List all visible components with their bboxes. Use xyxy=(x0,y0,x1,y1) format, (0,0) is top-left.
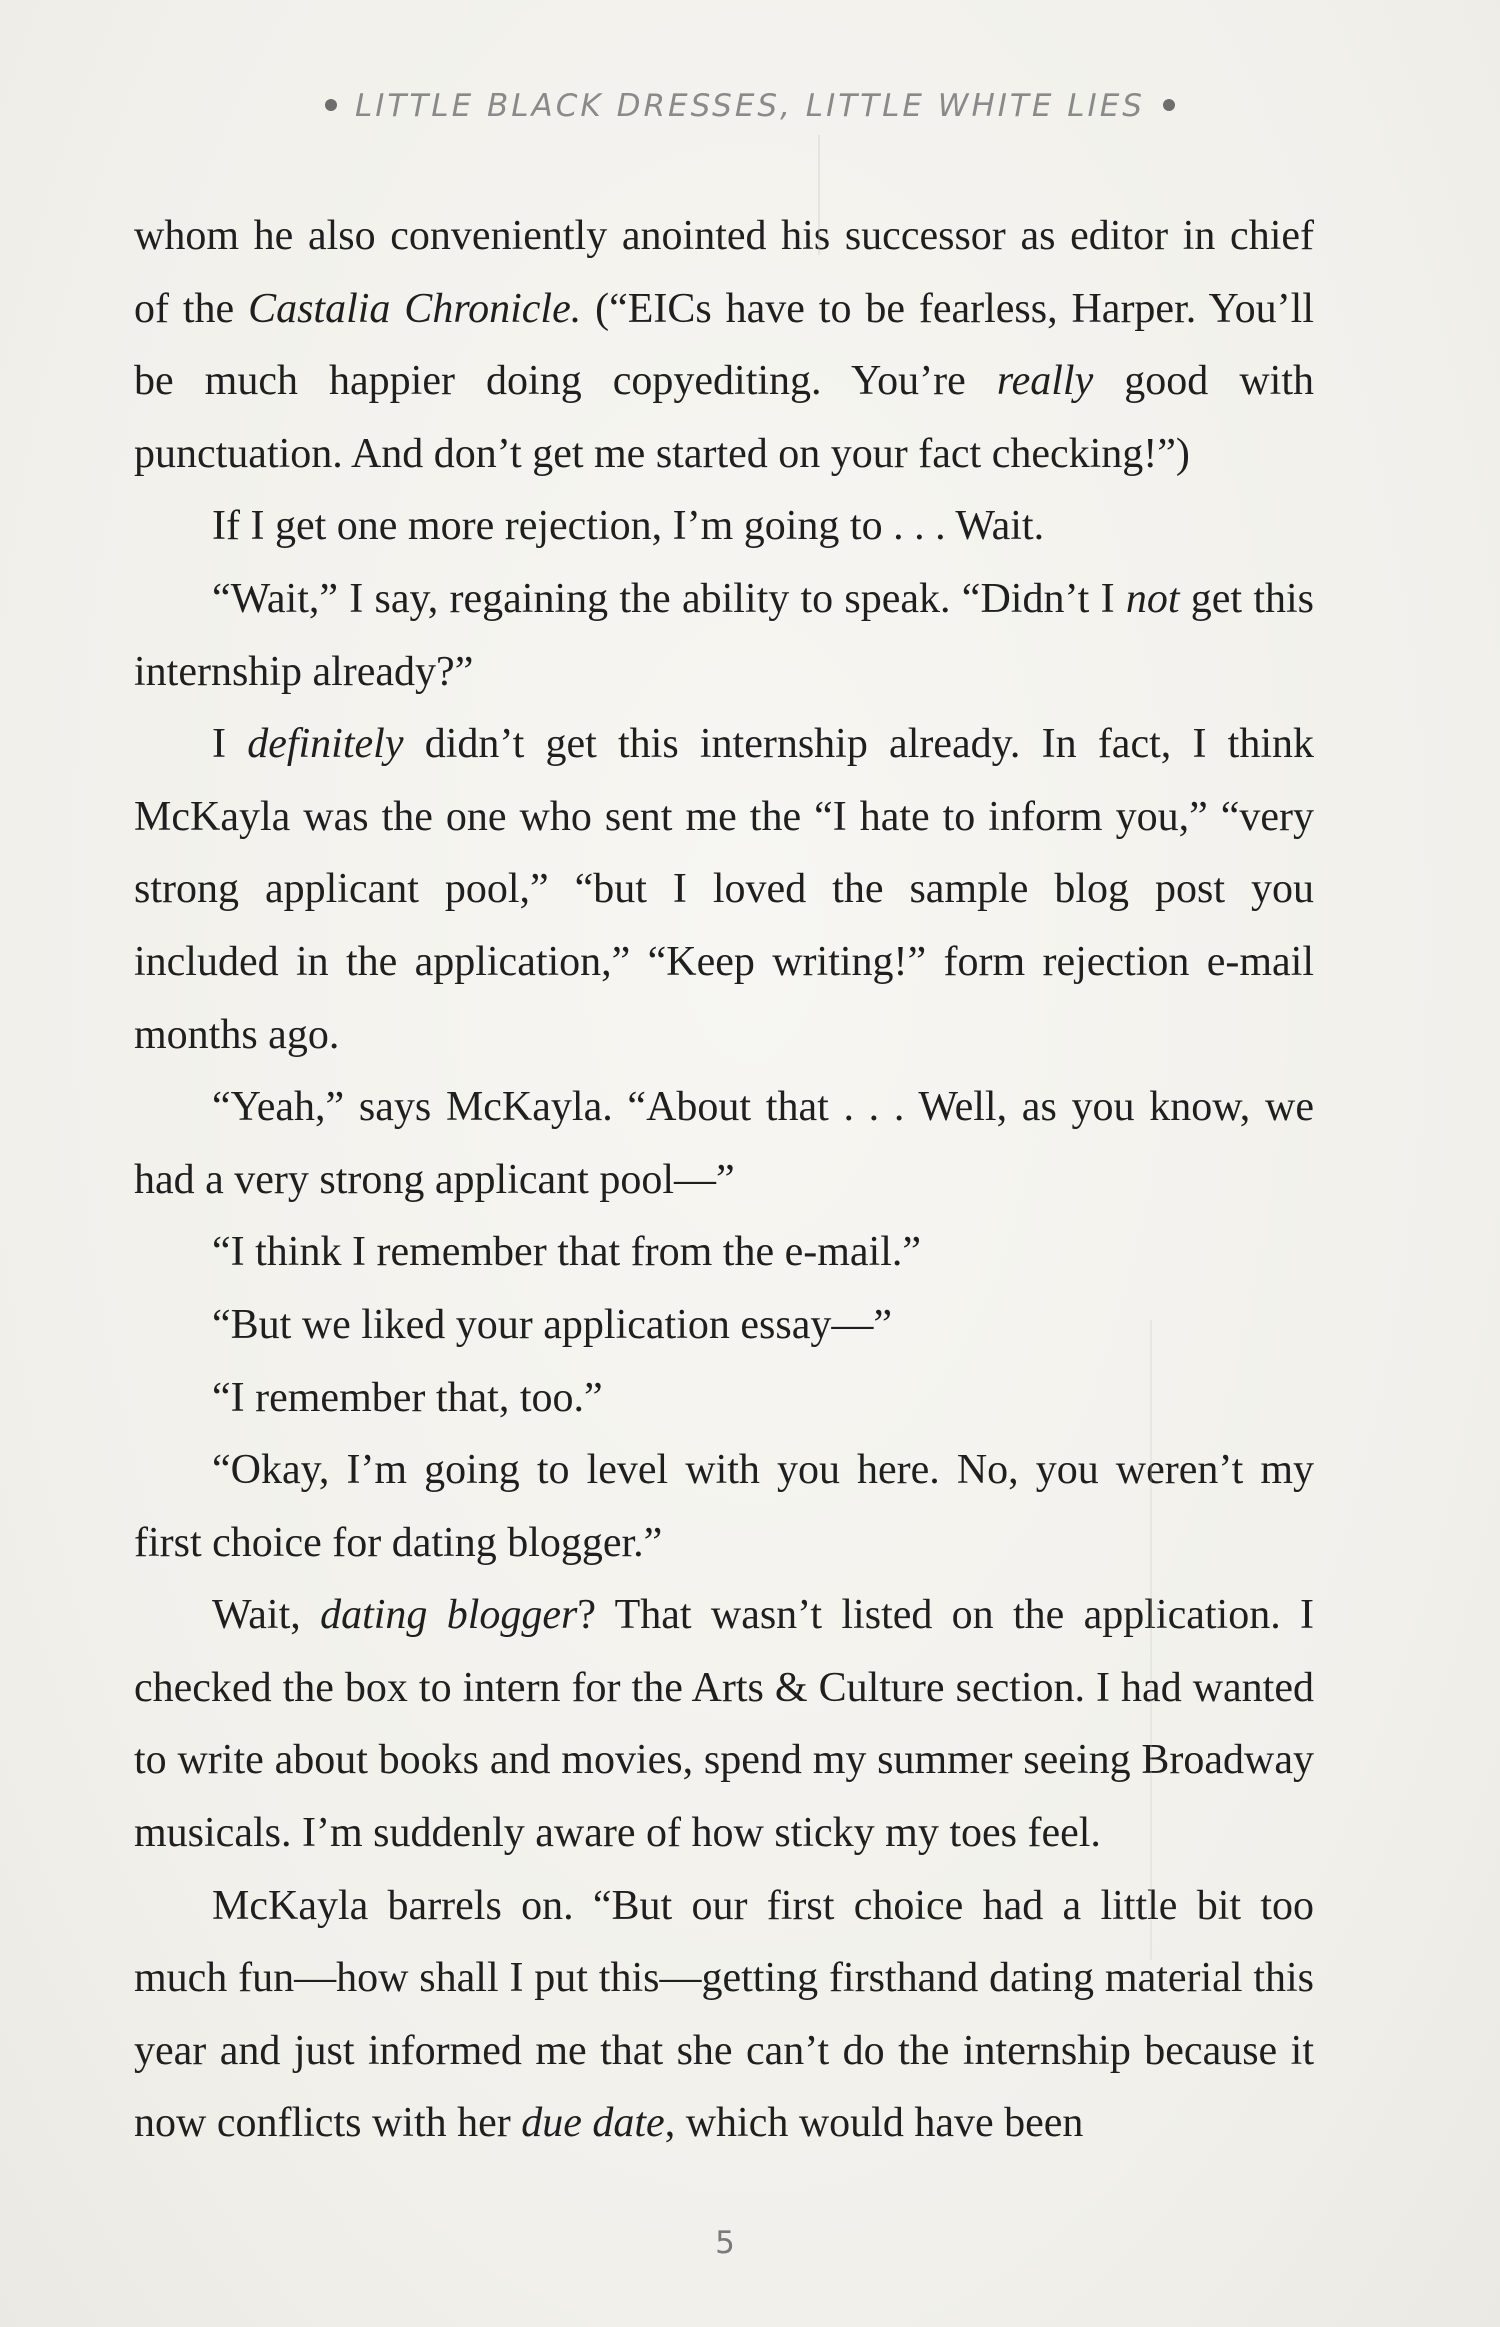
text-run: “Wait,” I say, regaining the ability to speak. “Didn’t I xyxy=(212,575,1126,622)
italic-text-run: Castalia Chronicle. xyxy=(248,285,582,332)
text-run: “Yeah,” says McKayla. “About that . . . Well, as you know, we had a very strong applicant pool—” xyxy=(134,1084,1314,1203)
scan-artifact xyxy=(818,135,820,255)
italic-text-run: dating blogger xyxy=(320,1592,578,1639)
paragraph xyxy=(134,1579,1314,1869)
italic-text-run: not xyxy=(1125,575,1180,622)
bullet-icon xyxy=(325,99,337,111)
body-text xyxy=(134,200,1314,2160)
bullet-icon xyxy=(1163,99,1175,111)
text-run: I xyxy=(212,721,248,768)
text-run: whom he also conveniently anointed his successor as editor in chief of the xyxy=(134,213,1314,332)
paragraph xyxy=(134,563,1314,708)
italic-text-run: definitely xyxy=(247,721,404,768)
text-run: “I think I remember that from the e-mail.” xyxy=(212,1229,922,1276)
text-run: “I remember that, too.” xyxy=(212,1374,603,1421)
text-run: “But we liked your application essay—” xyxy=(212,1301,892,1348)
running-head xyxy=(0,88,1500,124)
running-head-title: LITTLE BLACK DRESSES, LITTLE WHITE LIES xyxy=(355,88,1145,124)
text-run: “Okay, I’m going to level with you here. No, you weren’t my first choice for dating blogger.” xyxy=(134,1447,1314,1566)
text-run: ? That wasn’t listed on the application. I checked the box to intern for the Arts & Culture section. I had wanted to write about books and movies, spend my summer seeing Broadway musicals. I’m suddenly aware of how sticky my toes feel. xyxy=(134,1592,1315,1857)
paragraph xyxy=(134,1870,1314,2160)
paragraph xyxy=(134,1434,1314,1579)
text-run: didn’t get this internship already. In fact, I think McKayla was the one who sent me the “I hate to inform you,” “very strong applicant pool,” “but I loved the sample blog post you included in the application,” “Keep writing!” form rejection e-mail months ago. xyxy=(134,721,1314,1058)
text-run: McKayla barrels on. “But our first choice had a little bit too much fun—how shall I put this—getting firsthand dating material this year and just informed me that she can’t do the internship because it now conflicts with her xyxy=(134,1882,1314,2147)
text-run: Wait, xyxy=(212,1592,321,1639)
paragraph xyxy=(134,490,1314,563)
paragraph xyxy=(134,1216,1314,1289)
paragraph xyxy=(134,1071,1314,1216)
page-number: 5 xyxy=(715,2225,735,2261)
paragraph xyxy=(134,708,1314,1071)
italic-text-run: due date xyxy=(521,2100,665,2147)
paragraph xyxy=(134,1362,1314,1435)
paragraph xyxy=(134,200,1314,490)
scan-artifact xyxy=(1150,1320,1152,1960)
paragraph xyxy=(134,1289,1314,1362)
text-run: (“EICs have to be fearless, Harper. You’ll be much happier doing copyediting. You’re xyxy=(134,285,1315,405)
text-run: , which would have been xyxy=(664,2100,1084,2147)
text-run: If I get one more rejection, I’m going to . . . Wait. xyxy=(212,503,1045,550)
text-run: get this internship already?” xyxy=(134,575,1315,695)
text-run: good with punctuation. And don’t get me started on your fact checking!”) xyxy=(134,358,1314,477)
italic-text-run: really xyxy=(996,358,1094,405)
